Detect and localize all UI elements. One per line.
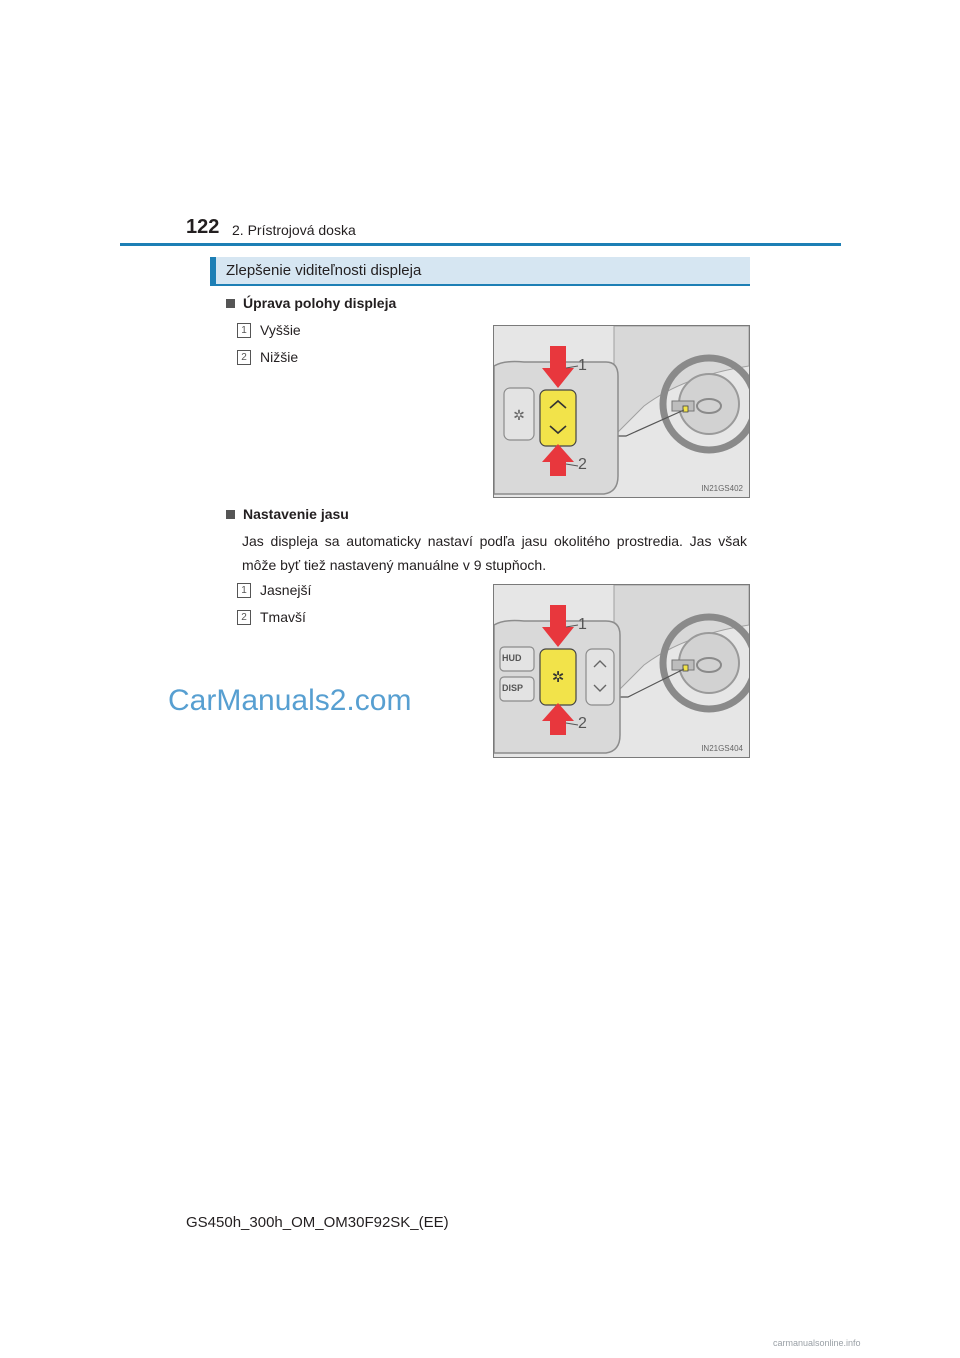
figure-callout-1: 1	[578, 616, 587, 633]
bullet-square-icon	[226, 299, 235, 308]
figure-callout-2: 2	[578, 456, 587, 473]
page-number: 122	[186, 216, 220, 238]
figure-callout-1: 1	[578, 357, 587, 374]
svg-text:✲: ✲	[513, 408, 525, 424]
illustration-position-switch	[494, 326, 749, 497]
section-header	[210, 257, 750, 286]
figure-code: IN21GS402	[701, 484, 743, 493]
subsection-position-heading	[226, 295, 396, 311]
section-title: Zlepšenie viditeľnosti displeja	[226, 262, 422, 279]
illustration-brightness-switch	[494, 585, 749, 757]
brightness-description: Jas displeja sa automaticky nastaví podľa jasu okolitého prostredia. Jas však môže byť tiež nastavený manuálne v 9 stupňoch.	[242, 533, 747, 573]
figure-brightness-adjust	[493, 584, 750, 758]
figure-code: IN21GS404	[701, 744, 743, 753]
item-number-badge: 1	[237, 583, 251, 598]
item-label-higher: Vyššie	[260, 322, 301, 338]
figure-callout-2: 2	[578, 715, 587, 732]
hud-button-label: HUD	[502, 653, 522, 663]
site-watermark: carmanualsonline.info	[773, 1338, 861, 1348]
section-accent	[210, 257, 216, 284]
subsection-position-title: Úprava polohy displeja	[243, 295, 397, 311]
item-label-brighter: Jasnejší	[260, 582, 312, 598]
item-label-darker: Tmavší	[260, 609, 306, 625]
document-id: GS450h_300h_OM_OM30F92SK_(EE)	[186, 1214, 449, 1231]
svg-text:✲: ✲	[551, 668, 565, 686]
disp-button-label: DISP	[502, 683, 524, 693]
header-rule	[120, 243, 841, 246]
item-number-badge: 2	[237, 350, 251, 365]
figure-position-adjust	[493, 325, 750, 498]
item-number-badge: 1	[237, 323, 251, 338]
chapter-title: 2. Prístrojová doska	[232, 222, 356, 238]
subsection-brightness-heading	[226, 506, 349, 522]
bullet-square-icon	[226, 510, 235, 519]
subsection-brightness-title: Nastavenie jasu	[243, 506, 349, 522]
item-number-badge: 2	[237, 610, 251, 625]
item-label-lower: Nižšie	[260, 349, 299, 365]
watermark: CarManuals2.com	[168, 684, 412, 717]
